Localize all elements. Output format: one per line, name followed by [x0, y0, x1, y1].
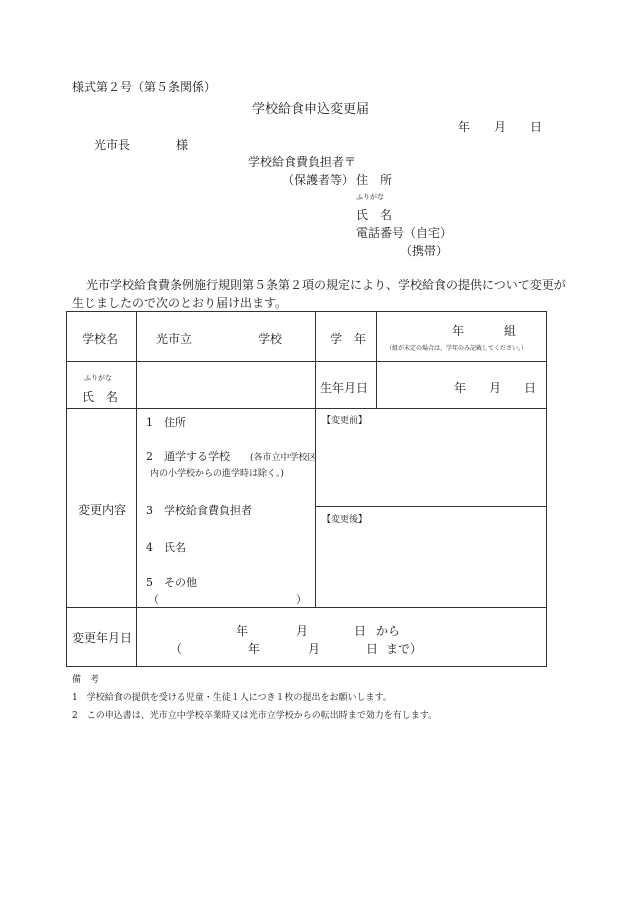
school-suffix: 学校	[258, 332, 283, 346]
address-label: 住 所	[356, 173, 393, 187]
after-change-label: 【変更後】	[322, 515, 368, 525]
intro-line-1: 光市学校給食費条例施行規則第５条第２項の規定により、学校給食の提供について変更が	[86, 278, 566, 292]
change-item-name: 4 氏名	[146, 541, 186, 554]
date-from-day: 日	[354, 624, 367, 638]
change-item-other: 5 その他	[146, 576, 197, 589]
school-name-label: 学校名	[82, 332, 119, 346]
school-prefix: 光市立	[156, 332, 193, 346]
date-until-open: （	[170, 642, 183, 656]
student-name-label: 氏 名	[82, 390, 119, 404]
student-furigana-label: ふりがな	[84, 374, 112, 382]
note-item-1: 1 学校給食の提供を受ける児童・生徒１人につき１枚の提出をお願いします。	[72, 693, 392, 703]
notes-heading: 備 考	[72, 675, 100, 685]
birth-year-label: 年	[454, 381, 467, 395]
date-from-month: 月	[296, 624, 309, 638]
date-until-year: 年	[248, 642, 261, 656]
addressee-honorific: 様	[176, 138, 189, 152]
birth-date-label: 生年月日	[320, 381, 369, 395]
date-from-year: 年	[236, 624, 249, 638]
grade-class-label: 組	[504, 324, 517, 338]
date-month-label: 月	[494, 120, 507, 134]
before-change-label: 【変更前】	[322, 416, 368, 426]
date-year-label: 年	[458, 120, 471, 134]
payer-label: 学校給食費負担者〒	[248, 155, 357, 169]
grade-label: 学 年	[330, 332, 367, 346]
school-note-2: 内の小学校からの進学時は除く。)	[150, 469, 284, 479]
form-title: 学校給食申込変更届	[252, 102, 370, 117]
guardian-label: （保護者等）	[282, 173, 355, 187]
addressee: 光市長	[94, 138, 131, 152]
change-item-school: 2 通学する学校	[146, 450, 230, 463]
form-number: 様式第２号（第５条関係）	[72, 80, 217, 94]
school-note-1: (各市立中学校区	[250, 453, 317, 463]
other-close-paren: ）	[296, 593, 307, 606]
phone-home-label: 電話番号（自宅）	[356, 226, 453, 240]
applicant-name-label: 氏 名	[356, 208, 393, 222]
date-until-suffix: まで）	[386, 642, 423, 656]
date-until-day: 日	[366, 642, 379, 656]
birth-month-label: 月	[489, 381, 502, 395]
date-day-label: 日	[530, 120, 543, 134]
grade-note: （組が未定の場合は、学年のみ記載してください。）	[386, 345, 528, 352]
change-item-address: 1 住所	[146, 416, 186, 429]
grade-year-label: 年	[452, 324, 465, 338]
phone-mobile-label: （携帯）	[400, 244, 449, 258]
change-content-label: 変更内容	[78, 503, 127, 517]
birth-day-label: 日	[524, 381, 537, 395]
change-item-payer: 3 学校給食費負担者	[146, 504, 252, 517]
other-open-paren: （	[148, 593, 159, 606]
applicant-furigana-label: ふりがな	[356, 193, 384, 201]
date-from-suffix: から	[376, 624, 401, 638]
note-item-2: 2 この申込書は、光市立中学校卒業時又は光市立学校からの転出時まで効力を有します。	[72, 711, 438, 721]
date-until-month: 月	[308, 642, 321, 656]
intro-line-2: 生じましたので次のとおり届け出ます。	[72, 296, 288, 310]
change-date-label: 変更年月日	[72, 631, 133, 645]
